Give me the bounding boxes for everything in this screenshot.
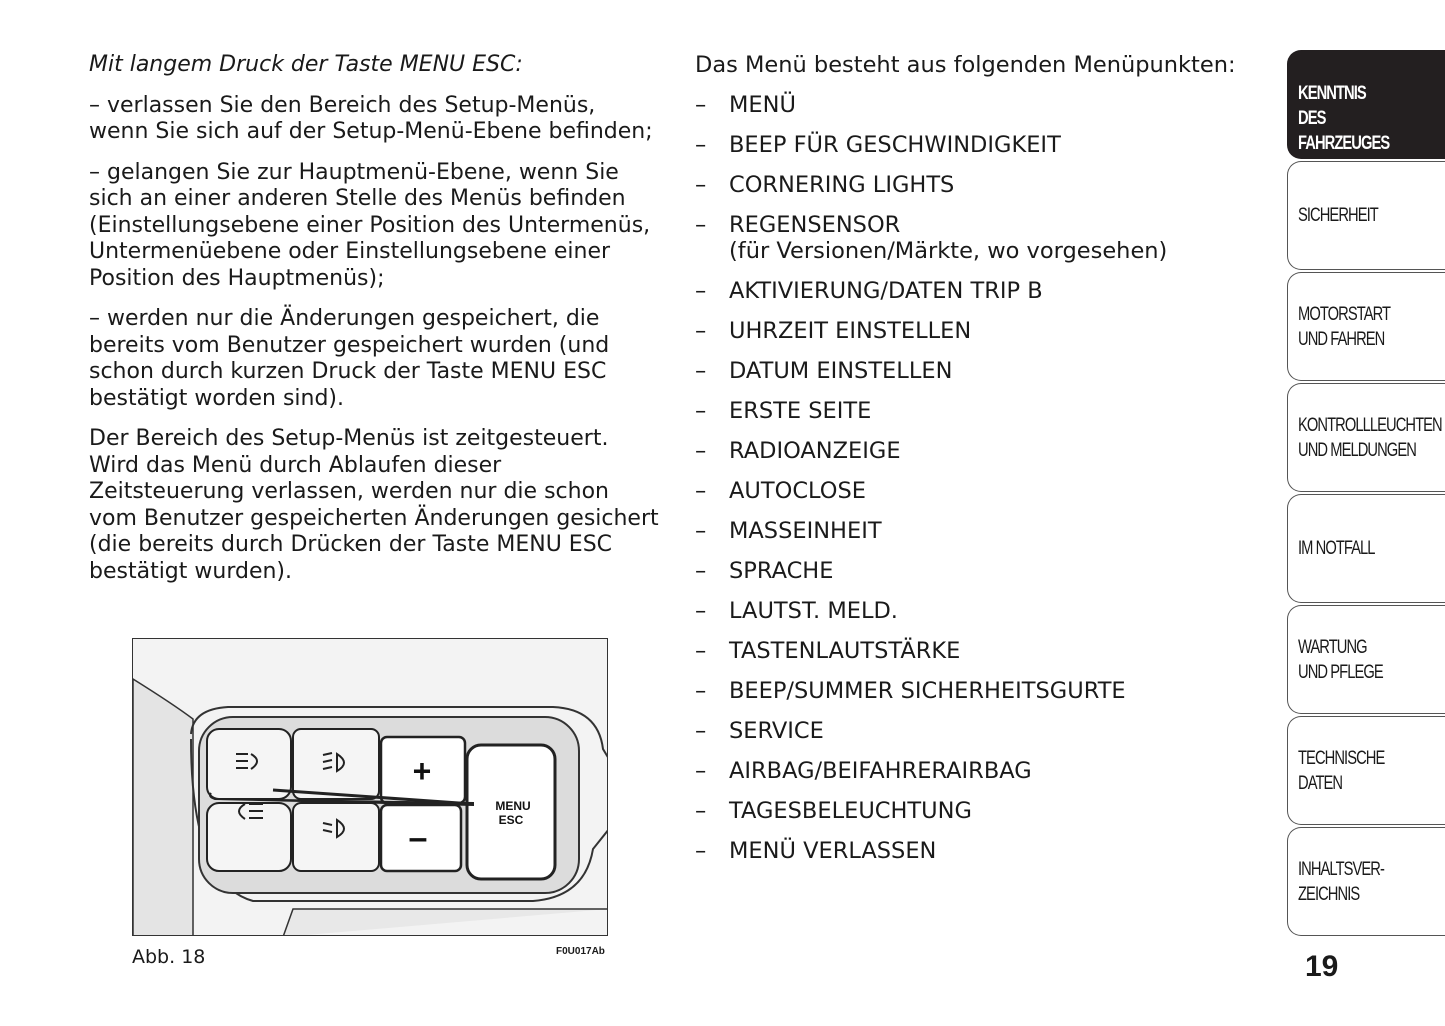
paragraph-timeout: Der Bereich des Setup-Menüs ist zeitgesteuert. Wird das Menü durch Ablaufen dieser Zeitsteuerung verlassen, werden nur die schon vom Benutzer gespeicherten Änderungen gesichert (die bereits durch Drücken der Taste MENU ESC bestätigt wurden). <box>89 426 659 584</box>
figure-steering-buttons <box>132 638 608 936</box>
menu-list-item <box>695 518 1255 544</box>
button-panel-illustration <box>133 639 608 936</box>
dash-bullet: – <box>695 132 707 158</box>
chapter-tab-line2: UND PFLEGE <box>1298 661 1383 683</box>
dash-bullet: – <box>695 598 707 624</box>
menu-item-label: ERSTE SEITE <box>729 398 872 424</box>
figure-code: F0U017Ab <box>556 946 605 957</box>
menu-button-label-1[interactable]: MENU <box>495 799 531 813</box>
chapter-tab-label <box>1298 302 1403 352</box>
menu-button-label-2[interactable]: ESC <box>498 813 524 827</box>
chapter-tab[interactable] <box>1287 494 1445 603</box>
menu-list-item <box>695 678 1255 704</box>
menu-list-item <box>695 212 1255 264</box>
menu-item-label: REGENSENSOR <box>729 212 901 238</box>
menu-list-item <box>695 398 1255 424</box>
chapter-tab-label <box>1298 746 1427 796</box>
chapter-tab-line2: DES FAHRZEUGES <box>1298 108 1390 154</box>
dash-bullet: – <box>695 438 707 464</box>
chapter-tabs <box>1287 50 1445 938</box>
chapter-tab-line1: INHALTSVER- <box>1298 858 1384 880</box>
intro-italic: Mit langem Druck der Taste MENU ESC: <box>89 52 523 77</box>
chapter-tab-label <box>1298 857 1396 907</box>
menu-item-label: DATUM EINSTELLEN <box>729 358 953 384</box>
menu-list-item <box>695 638 1255 664</box>
chapter-tab-line2: UND MELDUNGEN <box>1298 439 1416 461</box>
menu-item-label: MENÜ VERLASSEN <box>729 838 937 864</box>
chapter-tab[interactable] <box>1287 605 1445 714</box>
chapter-tab-line1: SICHERHEIT <box>1298 205 1378 226</box>
page-number: 19 <box>1305 950 1339 983</box>
dash-bullet: – <box>695 358 707 384</box>
menu-intro: Das Menü besteht aus folgenden Menüpunkten: <box>695 52 1236 78</box>
menu-list-item <box>695 438 1255 464</box>
chapter-tab-line1: WARTUNG <box>1298 636 1367 658</box>
menu-item-label: SERVICE <box>729 718 824 744</box>
dash-bullet: – <box>695 758 707 784</box>
minus-button[interactable]: – <box>408 819 428 857</box>
menu-item-label: BEEP FÜR GESCHWINDIGKEIT <box>729 132 1061 158</box>
menu-list-item <box>695 478 1255 504</box>
chapter-tab-line2: ZEICHNIS <box>1298 883 1360 905</box>
menu-item-label: TAGESBELEUCHTUNG <box>729 798 972 824</box>
paragraph-saved-changes: – werden nur die Änderungen gespeichert, die bereits vom Benutzer gespeichert wurden (und schon durch kurzen Druck der Taste MENU ESC bestätigt worden sind). <box>89 306 610 411</box>
menu-item-label: LAUTST. MELD. <box>729 598 898 624</box>
menu-list-item <box>695 758 1255 784</box>
menu-item-label: RADIOANZEIGE <box>729 438 901 464</box>
chapter-tab[interactable] <box>1287 383 1445 492</box>
dash-bullet: – <box>695 172 707 198</box>
menu-list-item <box>695 798 1255 824</box>
figure-caption: Abb. 18 <box>132 946 206 968</box>
chapter-tab-line1: KONTROLLLEUCHTEN <box>1298 414 1442 436</box>
menu-list-item <box>695 838 1255 864</box>
menu-list-item <box>695 132 1255 158</box>
dash-bullet: – <box>695 558 707 584</box>
paragraph-leave-setup: – verlassen Sie den Bereich des Setup-Menüs, wenn Sie sich auf der Setup-Menü-Ebene befinden; <box>89 92 653 144</box>
dash-bullet: – <box>695 518 707 544</box>
menu-list-item <box>695 358 1255 384</box>
chapter-tab-label <box>1298 635 1394 685</box>
menu-list-item <box>695 718 1255 744</box>
dash-bullet: – <box>695 212 707 238</box>
chapter-tab-line1: MOTORSTART <box>1298 303 1391 325</box>
menu-item-label: AUTOCLOSE <box>729 478 866 504</box>
chapter-tab-label <box>1298 203 1389 228</box>
chapter-tab-line1: IM NOTFALL <box>1298 538 1375 559</box>
dash-bullet: – <box>695 718 707 744</box>
paragraph-main-menu-level: – gelangen Sie zur Hauptmenü-Ebene, wenn Sie sich an einer anderen Stelle des Menüs befinden (Einstellungsebene einer Position des Untermenüs, Untermenüebene oder Einstellungsebene einer Position des Hauptmenüs); <box>89 159 651 291</box>
menu-item-label: TASTENLAUTSTÄRKE <box>729 638 961 664</box>
menu-item-label: AKTIVIERUNG/DATEN TRIP B <box>729 278 1043 304</box>
dash-bullet: – <box>695 318 707 344</box>
plus-button[interactable]: + <box>412 753 432 789</box>
chapter-tab[interactable] <box>1287 827 1445 936</box>
dash-bullet: – <box>695 398 707 424</box>
left-column <box>89 52 659 599</box>
menu-list-item <box>695 92 1255 118</box>
chapter-tab[interactable] <box>1287 50 1445 159</box>
dash-bullet: – <box>695 678 707 704</box>
dash-bullet: – <box>695 478 707 504</box>
dash-bullet: – <box>695 798 707 824</box>
menu-item-label: CORNERING LIGHTS <box>729 172 955 198</box>
chapter-tab-line1: KENNTNIS <box>1298 83 1366 104</box>
menu-item-label: UHRZEIT EINSTELLEN <box>729 318 972 344</box>
menu-items-list <box>695 92 1255 864</box>
dash-bullet: – <box>695 838 707 864</box>
dash-bullet: – <box>695 92 707 118</box>
chapter-tab-line2: UND FAHREN <box>1298 328 1385 350</box>
right-column <box>695 52 1255 878</box>
chapter-tab-label <box>1298 81 1427 156</box>
menu-list-item <box>695 172 1255 198</box>
menu-item-label: BEEP/SUMMER SICHERHEITSGURTE <box>729 678 1126 704</box>
menu-item-label: MENÜ <box>729 92 796 118</box>
chapter-tab-label <box>1298 536 1385 561</box>
chapter-tab[interactable] <box>1287 716 1445 825</box>
menu-item-label: AIRBAG/BEIFAHRERAIRBAG <box>729 758 1032 784</box>
menu-list-item <box>695 598 1255 624</box>
chapter-tab[interactable] <box>1287 161 1445 270</box>
menu-list-item <box>695 558 1255 584</box>
menu-item-note: (für Versionen/Märkte, wo vorgesehen) <box>729 238 1168 264</box>
chapter-tab-label <box>1298 413 1445 463</box>
menu-list-item <box>695 318 1255 344</box>
chapter-tab-line1: TECHNISCHE DATEN <box>1298 747 1385 794</box>
chapter-tab[interactable] <box>1287 272 1445 381</box>
dash-bullet: – <box>695 638 707 664</box>
menu-list-item <box>695 278 1255 304</box>
menu-item-label: MASSEINHEIT <box>729 518 882 544</box>
menu-item-label: SPRACHE <box>729 558 834 584</box>
dash-bullet: – <box>695 278 707 304</box>
